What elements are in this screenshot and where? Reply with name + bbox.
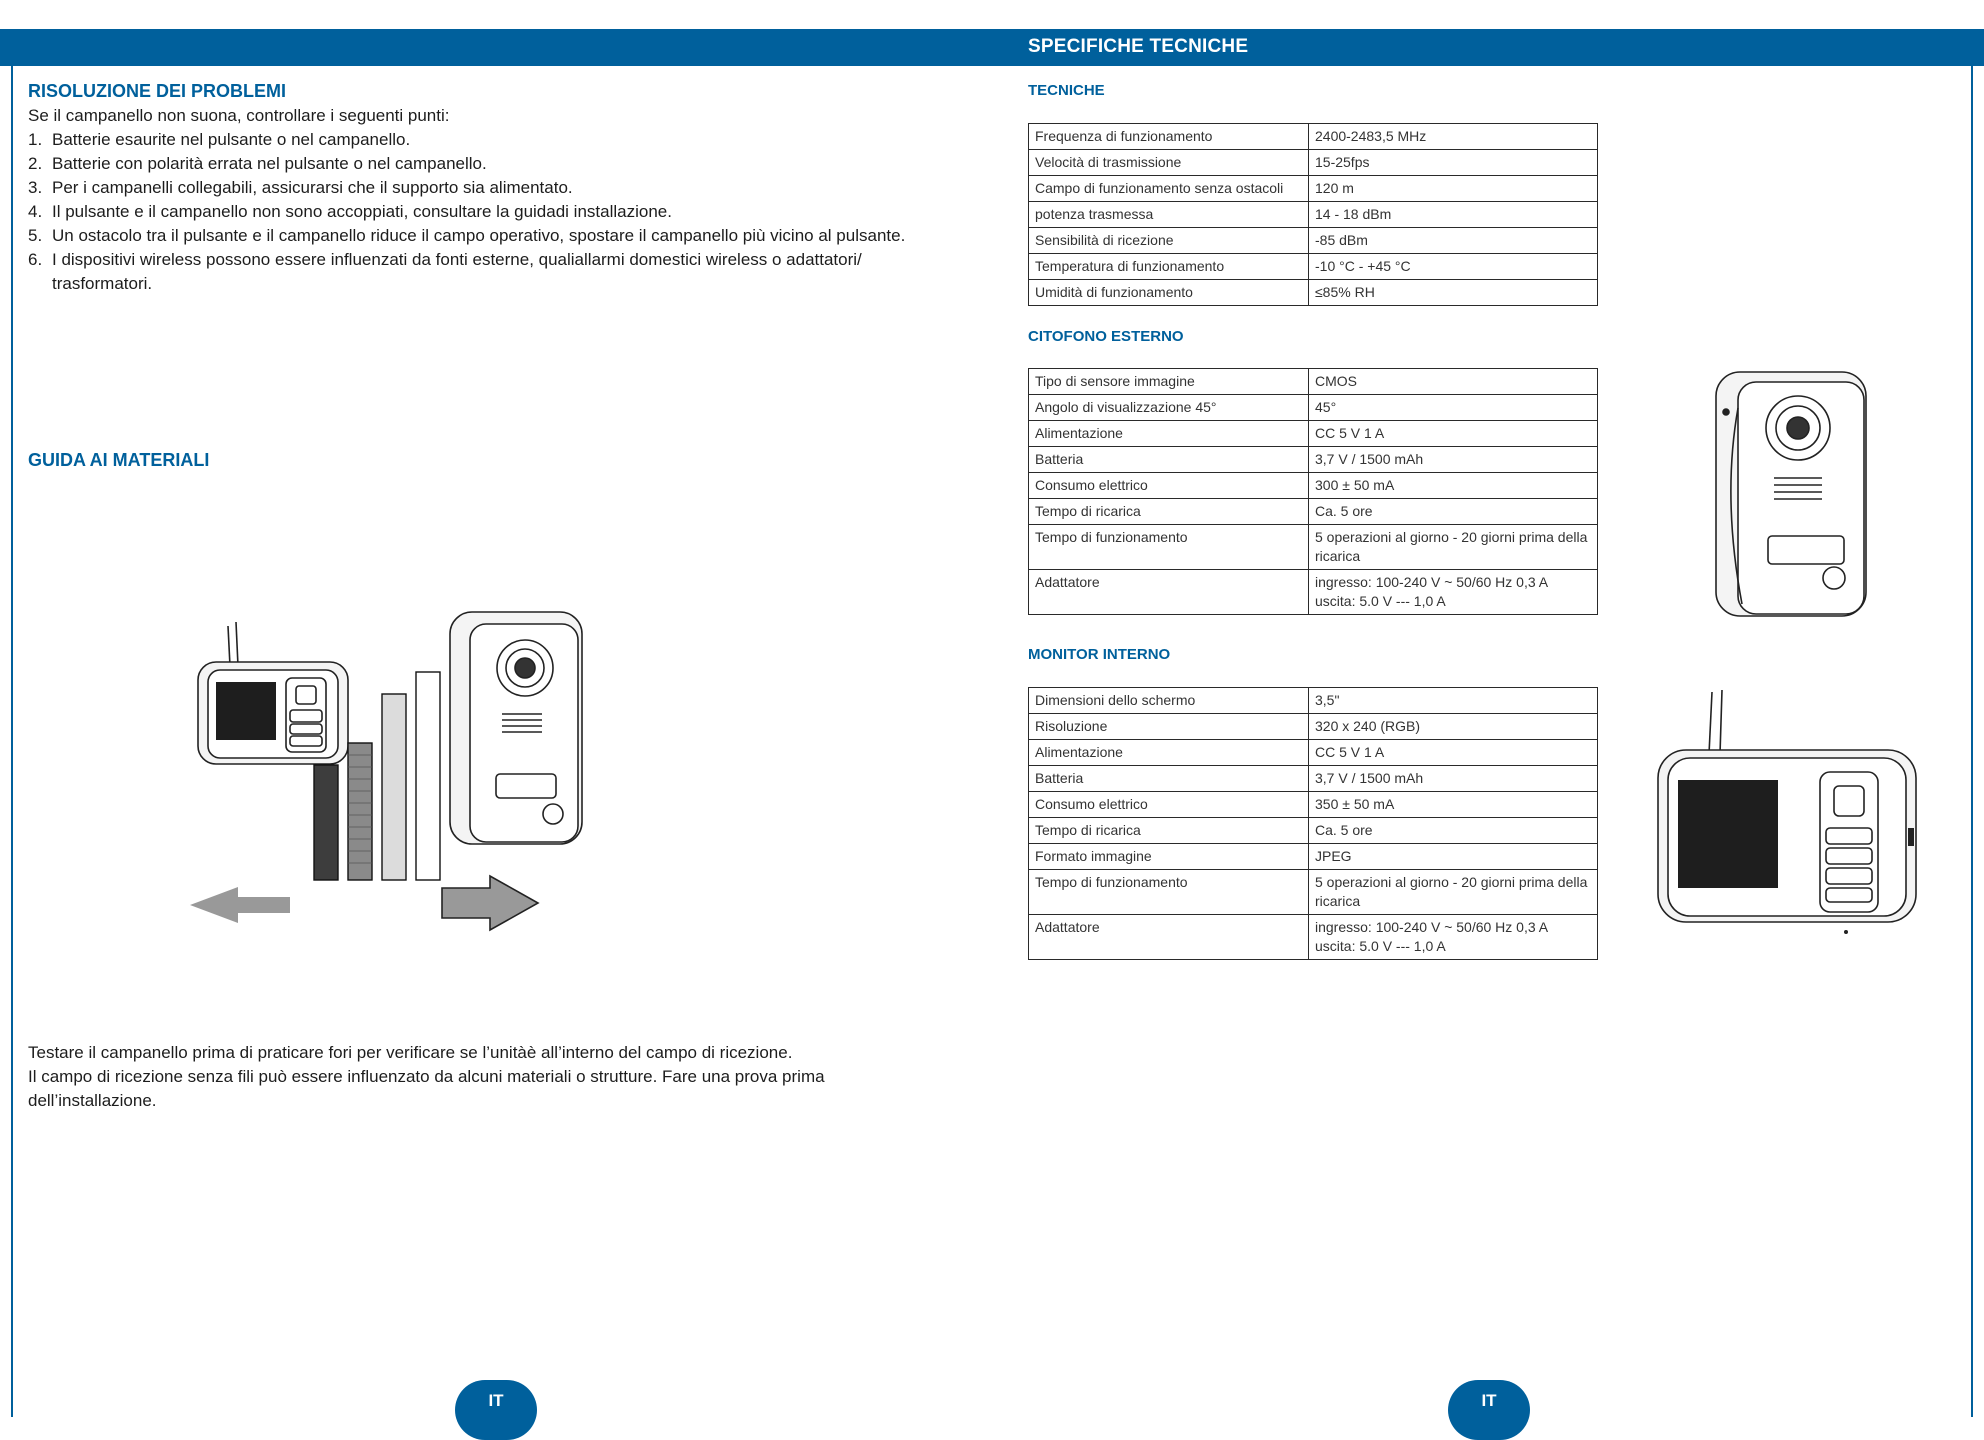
spec-label: Risoluzione bbox=[1029, 714, 1309, 740]
spec-label: Sensibilità di ricezione bbox=[1029, 228, 1309, 254]
spec-label: Tipo di sensore immagine bbox=[1029, 369, 1309, 395]
outdoor-unit-icon bbox=[450, 612, 582, 844]
spec-value: 3,7 V / 1500 mAh bbox=[1309, 447, 1598, 473]
spec-label: potenza trasmessa bbox=[1029, 202, 1309, 228]
table-row bbox=[1029, 870, 1598, 915]
materials-line-1: Testare il campanello prima di praticare fori per verificare se l’unitàè all’interno del campo di ricezione. bbox=[28, 1043, 793, 1062]
spec-value: 14 - 18 dBm bbox=[1309, 202, 1598, 228]
spec-value: -10 °C - +45 °C bbox=[1309, 254, 1598, 280]
materials-line-3: dell’installazione. bbox=[28, 1091, 157, 1110]
spec-label: Batteria bbox=[1029, 447, 1309, 473]
arrow-right-icon bbox=[442, 876, 538, 930]
language-tab-left: IT bbox=[455, 1380, 537, 1440]
spec-value: Ca. 5 ore bbox=[1309, 818, 1598, 844]
table-row bbox=[1029, 395, 1598, 421]
table-row bbox=[1029, 150, 1598, 176]
table-row bbox=[1029, 525, 1598, 570]
arrow-left-icon bbox=[190, 887, 290, 923]
outdoor-unit-drawing bbox=[1712, 368, 1872, 620]
header-bar bbox=[0, 29, 1984, 66]
spec-value: JPEG bbox=[1309, 844, 1598, 870]
spec-value: ingresso: 100-240 V ~ 50/60 Hz 0,3 A uscita: 5.0 V --- 1,0 A bbox=[1309, 915, 1598, 960]
spec-value: CMOS bbox=[1309, 369, 1598, 395]
right-border bbox=[1971, 66, 1973, 1417]
spec-label: Tempo di ricarica bbox=[1029, 818, 1309, 844]
materials-line-2: Il campo di ricezione senza fili può essere influenzato da alcuni materiali o strutture. Fare una prova prima bbox=[28, 1067, 825, 1086]
list-item: 3. Per i campanelli collegabili, assicurarsi che il supporto sia alimentato. bbox=[28, 178, 573, 197]
table-row bbox=[1029, 473, 1598, 499]
spec-value: 2400-2483,5 MHz bbox=[1309, 124, 1598, 150]
troubleshooting-intro: Se il campanello non suona, controllare i seguenti punti: bbox=[28, 106, 450, 125]
spec-value: 320 x 240 (RGB) bbox=[1309, 714, 1598, 740]
spec-value: 300 ± 50 mA bbox=[1309, 473, 1598, 499]
troubleshooting-list bbox=[28, 128, 968, 296]
spec-label: Adattatore bbox=[1029, 570, 1309, 615]
wireless-range-illustration bbox=[190, 610, 750, 940]
spec-label: Tempo di ricarica bbox=[1029, 499, 1309, 525]
wood-bar bbox=[416, 672, 440, 880]
technical-table bbox=[1028, 123, 1598, 306]
list-item: 5. Un ostacolo tra il pulsante e il campanello riduce il campo operativo, spostare il campanello più vicino al pulsante. bbox=[28, 226, 906, 245]
spec-value: 3,5" bbox=[1309, 688, 1598, 714]
spec-value: 120 m bbox=[1309, 176, 1598, 202]
spec-label: Dimensioni dello schermo bbox=[1029, 688, 1309, 714]
spec-label: Tempo di funzionamento bbox=[1029, 870, 1309, 915]
spec-value: CC 5 V 1 A bbox=[1309, 421, 1598, 447]
header-title: SPECIFICHE TECNICHE bbox=[1028, 36, 1249, 57]
table-row bbox=[1029, 421, 1598, 447]
troubleshooting-title: RISOLUZIONE DEI PROBLEMI bbox=[28, 81, 287, 101]
table-row bbox=[1029, 369, 1598, 395]
indoor-monitor-drawing bbox=[1654, 688, 1922, 943]
table-row bbox=[1029, 499, 1598, 525]
table-row bbox=[1029, 228, 1598, 254]
list-item: 2. Batterie con polarità errata nel pulsante o nel campanello. bbox=[28, 154, 487, 173]
spec-value: 3,7 V / 1500 mAh bbox=[1309, 766, 1598, 792]
materials-title: GUIDA AI MATERIALI bbox=[28, 450, 210, 470]
spec-label: Adattatore bbox=[1029, 915, 1309, 960]
table-row bbox=[1029, 740, 1598, 766]
indoor-monitor-icon bbox=[198, 622, 348, 764]
spec-value: 45° bbox=[1309, 395, 1598, 421]
brick-bar bbox=[348, 743, 372, 880]
spec-label: Velocità di trasmissione bbox=[1029, 150, 1309, 176]
outdoor-table bbox=[1028, 368, 1598, 615]
metal-bar bbox=[314, 765, 338, 880]
indoor-title: MONITOR INTERNO bbox=[1028, 646, 1171, 663]
table-row bbox=[1029, 818, 1598, 844]
spec-label: Alimentazione bbox=[1029, 740, 1309, 766]
spec-label: Consumo elettrico bbox=[1029, 473, 1309, 499]
spec-label: Tempo di funzionamento bbox=[1029, 525, 1309, 570]
glass-bar bbox=[382, 694, 406, 880]
left-border bbox=[11, 66, 13, 1417]
indoor-table bbox=[1028, 687, 1598, 960]
table-row bbox=[1029, 254, 1598, 280]
spec-value: 5 operazioni al giorno - 20 giorni prima della ricarica bbox=[1309, 870, 1598, 915]
table-row bbox=[1029, 447, 1598, 473]
spec-label: Angolo di visualizzazione 45° bbox=[1029, 395, 1309, 421]
spec-value: CC 5 V 1 A bbox=[1309, 740, 1598, 766]
spec-label: Alimentazione bbox=[1029, 421, 1309, 447]
spec-value: 350 ± 50 mA bbox=[1309, 792, 1598, 818]
list-item: 1. Batterie esaurite nel pulsante o nel campanello. bbox=[28, 130, 411, 149]
spec-label: Campo di funzionamento senza ostacoli bbox=[1029, 176, 1309, 202]
outdoor-title: CITOFONO ESTERNO bbox=[1028, 328, 1184, 345]
table-row bbox=[1029, 792, 1598, 818]
table-row bbox=[1029, 844, 1598, 870]
table-row bbox=[1029, 714, 1598, 740]
spec-value: Ca. 5 ore bbox=[1309, 499, 1598, 525]
language-tab-right: IT bbox=[1448, 1380, 1530, 1440]
list-item: 6. I dispositivi wireless possono essere influenzati da fonti esterne, qualiallarmi domestici wireless o adattatori/ trasformatori. bbox=[28, 250, 862, 293]
spec-label: Batteria bbox=[1029, 766, 1309, 792]
table-row bbox=[1029, 202, 1598, 228]
spec-label: Consumo elettrico bbox=[1029, 792, 1309, 818]
spec-value: ingresso: 100-240 V ~ 50/60 Hz 0,3 A uscita: 5.0 V --- 1,0 A bbox=[1309, 570, 1598, 615]
spec-value: 15-25fps bbox=[1309, 150, 1598, 176]
table-row bbox=[1029, 176, 1598, 202]
spec-label: Temperatura di funzionamento bbox=[1029, 254, 1309, 280]
technical-title: TECNICHE bbox=[1028, 82, 1105, 99]
table-row bbox=[1029, 915, 1598, 960]
spec-label: Umidità di funzionamento bbox=[1029, 280, 1309, 306]
table-row bbox=[1029, 766, 1598, 792]
list-item: 4. Il pulsante e il campanello non sono accoppiati, consultare la guidadi installazione. bbox=[28, 202, 672, 221]
table-row bbox=[1029, 124, 1598, 150]
spec-value: 5 operazioni al giorno - 20 giorni prima della ricarica bbox=[1309, 525, 1598, 570]
spec-value: ≤85% RH bbox=[1309, 280, 1598, 306]
table-row bbox=[1029, 570, 1598, 615]
spec-label: Frequenza di funzionamento bbox=[1029, 124, 1309, 150]
spec-value: -85 dBm bbox=[1309, 228, 1598, 254]
table-row bbox=[1029, 280, 1598, 306]
spec-label: Formato immagine bbox=[1029, 844, 1309, 870]
table-row bbox=[1029, 688, 1598, 714]
